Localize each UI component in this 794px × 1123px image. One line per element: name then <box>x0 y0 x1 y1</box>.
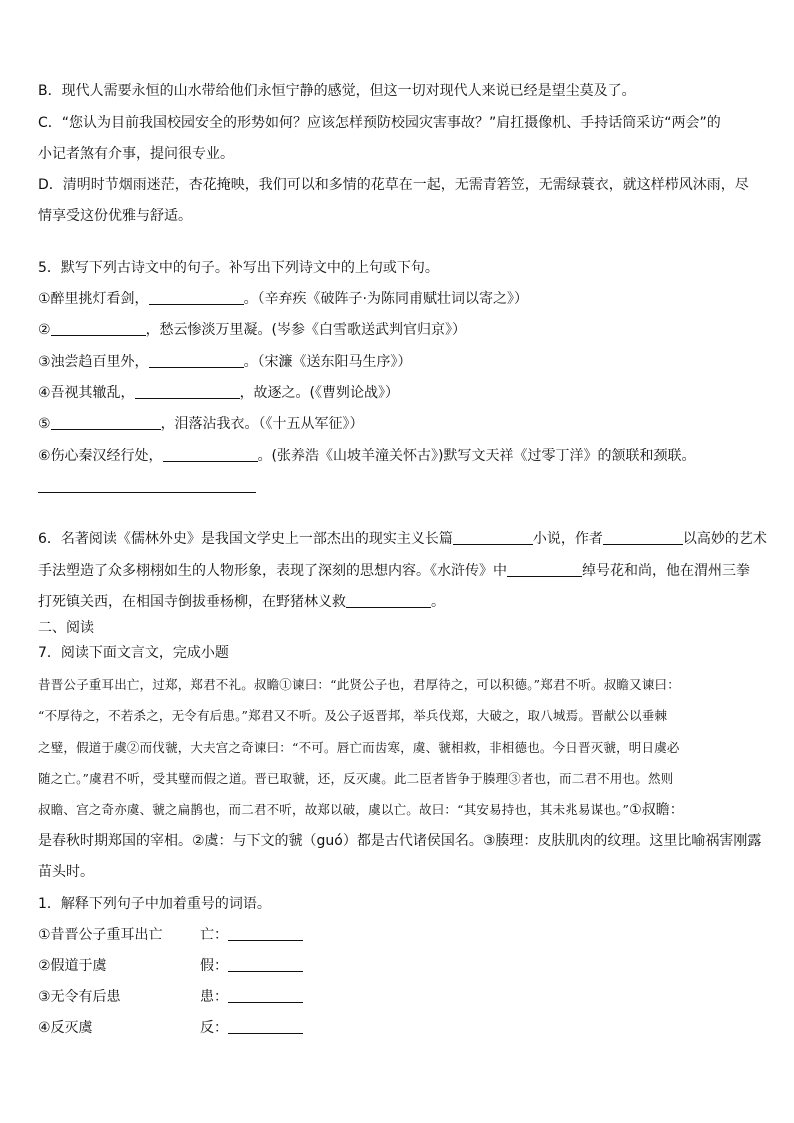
sub1-sentence-3: ③无令有后患 <box>38 989 121 1005</box>
sub1-sentence-2: ②假道于虞 <box>38 958 107 974</box>
option-d-line2: 情享受这份优雅与舒适。 <box>38 208 192 224</box>
footnote-line1: 是春秋时期郑国的宰相。②虞：与下文的虢（guó）都是古代诸侯国名。③腠理：皮肤肌肉的纹理。这里比喻祸害刚露 <box>38 833 762 849</box>
classical-text-line5: 叔瞻、宫之奇亦虞、虢之扁鹊也，而二君不听，故郑以破，虞以亡。故曰：“其安易持也，其未兆易谋也。”①叔瞻： <box>38 802 684 818</box>
answer-blank[interactable] <box>51 415 161 430</box>
sub1-answer-2: 假： <box>200 956 303 976</box>
classical-text-line3: 之璧，假道于虞②而伐虢，大夫宫之奇谏曰：“不可。唇亡而齿寒，虞、虢相救，非相德也。今日晋灭虢，明日虞必 <box>38 740 680 755</box>
answer-blank[interactable] <box>51 321 146 336</box>
q5-item-2: ② ，愁云惨淡万里凝。(岑参《白雪歌送武判官归京》） <box>38 322 467 338</box>
answer-blank[interactable] <box>228 957 303 972</box>
classical-text-line2: “不厚待之，不若杀之，无令有后患。”郑君又不听。及公子返晋邦，举兵伐郑，大破之，取八城焉。晋献公以垂棘 <box>38 708 668 723</box>
option-d-line1: D．清明时节烟雨迷茫，杏花掩映，我们可以和多情的花草在一起，无需青箬笠，无需绿蓑衣，就这样栉风沐雨，尽 <box>38 177 749 193</box>
q5-item-1: ①醉里挑灯看剑， 。（辛弃疾《破阵子·为陈同甫赋壮词以寄之》） <box>38 291 529 307</box>
answer-blank[interactable] <box>149 353 244 368</box>
footnote-line2: 苗头时。 <box>38 864 94 880</box>
answer-blank[interactable] <box>228 988 303 1003</box>
option-c-line2: 小记者煞有介事，提问很专业。 <box>38 146 234 162</box>
answer-blank[interactable] <box>603 530 683 545</box>
classical-text-line1: 昔晋公子重耳出亡，过郑，郑君不礼。叔瞻①谏曰：“此贤公子也，君厚待之，可以积德。”郑君不听。叔瞻又谏曰： <box>38 677 680 692</box>
answer-blank[interactable] <box>507 562 582 577</box>
q5-item-3: ③浊尝趋百里外， 。（宋濂《送东阳马生序》） <box>38 354 412 370</box>
answer-blank[interactable] <box>346 593 431 608</box>
sub1-answer-1: 亡： <box>200 925 303 945</box>
sub1-sentence-4: ④反灭虞 <box>38 1020 93 1036</box>
sub1-answer-3: 患： <box>200 987 303 1007</box>
answer-blank[interactable] <box>163 447 258 462</box>
answer-blank[interactable] <box>228 1019 303 1034</box>
q5-item-4: ④吾视其辙乱， ，故逐之。(《曹刿论战》） <box>38 385 400 401</box>
answer-blank[interactable] <box>149 290 244 305</box>
option-c-line1: C．“您认为目前我国校园安全的形势如何？应该怎样预防校园灾害事故？”肩扛摄像机、手持话筒采访“两会”的 <box>38 115 721 131</box>
q6-line1: 6．名著阅读《儒林外史》是我国文学史上一部杰出的现实主义长篇 小说，作者 以高妙的艺术 <box>38 531 767 547</box>
answer-blank[interactable] <box>228 926 303 941</box>
sub-question-1-title: 1．解释下列句子中加着重号的词语。 <box>38 896 271 912</box>
question-7-title: 7．阅读下面文言文，完成小题 <box>38 645 229 661</box>
answer-blank[interactable] <box>453 530 533 545</box>
answer-line[interactable] <box>38 492 256 493</box>
q5-item-5: ⑤ ，泪落沾我衣。（《十五从军征》） <box>38 416 364 432</box>
section-heading: 二、阅读 <box>38 620 94 636</box>
option-b: B．现代人需要永恒的山水带给他们永恒宁静的感觉，但这一切对现代人来说已经是望尘莫及了。 <box>38 83 636 99</box>
q6-line3: 打死镇关西，在相国寺倒拔垂杨柳，在野猪林义救 。 <box>38 594 445 610</box>
q5-item-6: ⑥伤心秦汉经行处， 。(张养浩《山坡羊潼关怀古》)默写文天祥《过零丁洋》的颔联和颈联。 <box>38 448 696 464</box>
q6-line2: 手法塑造了众多栩栩如生的人物形象，表现了深刻的思想内容。《水浒传》中 绰号花和尚，他在渭州三拳 <box>38 563 750 579</box>
sub1-sentence-1: ①昔晋公子重耳出亡 <box>38 927 163 943</box>
sub1-answer-4: 反： <box>200 1018 303 1038</box>
answer-blank[interactable] <box>135 384 240 399</box>
question-5-title: 5．默写下列古诗文中的句子。补写出下列诗文中的上句或下句。 <box>38 260 439 276</box>
classical-text-line4: 随之亡。”虞君不听，受其璧而假之道。晋已取虢，还，反灭虞。此二臣者皆争于腠理③者也，而二君不用也。然则 <box>38 771 674 786</box>
